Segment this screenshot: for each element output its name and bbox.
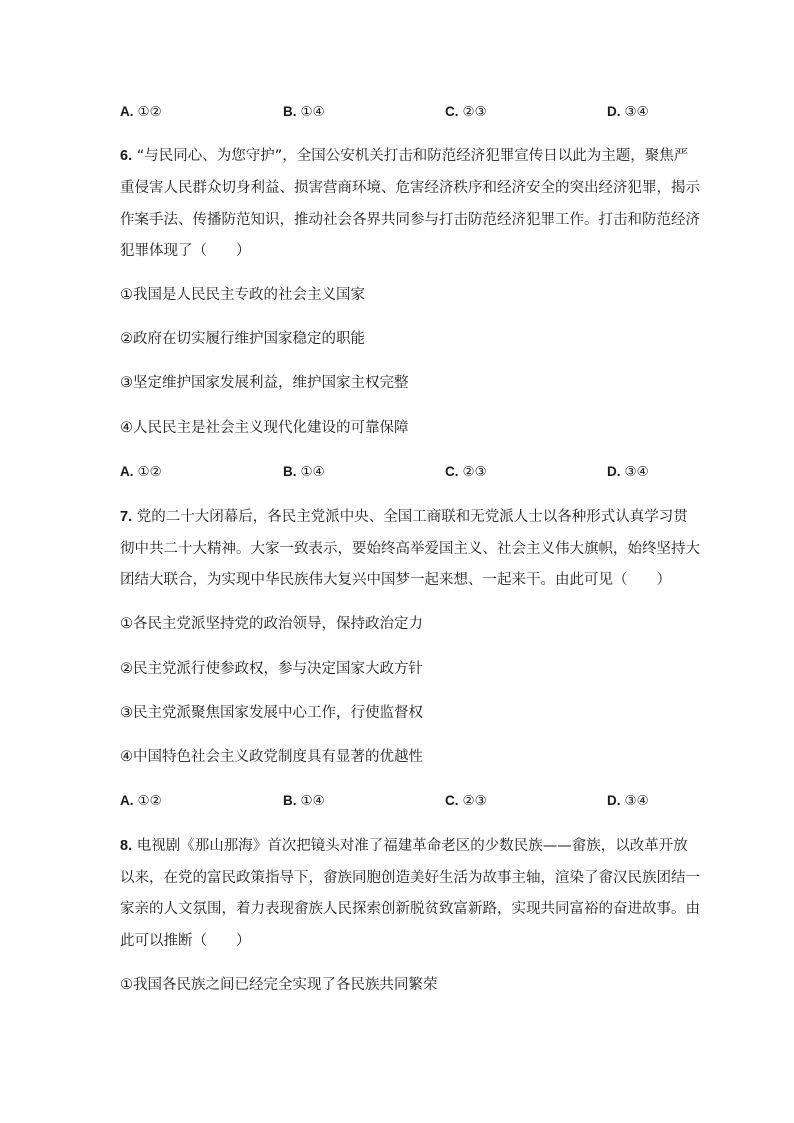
option-d[interactable] <box>607 791 649 811</box>
question-7-stem-line: 彻中共二十大精神。大家一致表示，要始终高举爱国主义、社会主义伟大旗帜，始终坚持大 <box>120 541 700 557</box>
question-8-statement: ①我国各民族之间已经完全实现了各民族共同繁荣 <box>120 977 438 993</box>
question-8-stem-line: 家亲的人文氛围，着力表现畲族人民探索创新脱贫致富新路，实现共同富裕的奋进故事。由 <box>120 901 700 917</box>
option-letter: C. <box>445 104 459 119</box>
question-6-stem-line: 重侵害人民群众切身利益、损害营商环境、危害经济秩序和经济安全的突出经济犯罪，揭示 <box>120 180 700 196</box>
option-text: ①④ <box>300 793 325 809</box>
option-text: ①② <box>137 793 162 809</box>
option-text: ①② <box>137 464 162 480</box>
question-7-statement: ②民主党派行使参政权，参与决定国家大政方针 <box>120 661 423 677</box>
option-a[interactable] <box>120 102 162 122</box>
option-letter: B. <box>283 793 297 808</box>
option-letter: C. <box>445 793 459 808</box>
option-text: ②③ <box>462 464 487 480</box>
option-text: ②③ <box>462 793 487 809</box>
option-letter: B. <box>283 104 297 119</box>
option-b[interactable] <box>283 462 325 482</box>
question-8-stem-line: 此可以推断（ ） <box>120 933 251 949</box>
question-number: 6. <box>120 148 133 164</box>
option-letter: D. <box>607 104 621 119</box>
question-text: 党的二十大闭幕后，各民主党派中央、全国工商联和无党派人士以各种形式认真学习贯 <box>136 509 688 525</box>
question-6-statement: ②政府在切实履行维护国家稳定的职能 <box>120 331 365 347</box>
question-7-stem-line: 团结大联合，为实现中华民族伟大复兴中国梦一起来想、一起来干。由此可见（ ） <box>120 572 671 588</box>
question-number: 7. <box>120 509 133 525</box>
option-letter: A. <box>120 793 134 808</box>
option-text: ①② <box>137 104 162 120</box>
option-d[interactable] <box>607 462 649 482</box>
option-letter: A. <box>120 104 134 119</box>
option-c[interactable] <box>445 462 487 482</box>
question-6-stem-line: 犯罪体现了（ ） <box>120 243 251 259</box>
option-letter: B. <box>283 464 297 479</box>
question-7-stem-line <box>120 507 688 527</box>
question-number: 8. <box>120 838 133 854</box>
option-c[interactable] <box>445 102 487 122</box>
option-b[interactable] <box>283 102 325 122</box>
option-d[interactable] <box>607 102 649 122</box>
option-letter: A. <box>120 464 134 479</box>
question-8-stem-line: 以来，在党的富民政策指导下，畲族同胞创造美好生活为故事主轴，渲染了畲汉民族团结一 <box>120 870 700 886</box>
option-a[interactable] <box>120 791 162 811</box>
question-7-statement: ④中国特色社会主义政党制度具有显著的优越性 <box>120 749 423 765</box>
question-6-statement: ③坚定维护国家发展利益，维护国家主权完整 <box>120 375 409 391</box>
question-7-statement: ③民主党派聚焦国家发展中心工作，行使监督权 <box>120 705 423 721</box>
option-letter: D. <box>607 464 621 479</box>
question-8-stem-line <box>120 836 688 856</box>
option-text: ①④ <box>300 104 325 120</box>
question-6-stem-line: 作案手法、传播防范知识，推动社会各界共同参与打击防范经济犯罪工作。打击和防范经济 <box>120 212 700 228</box>
option-b[interactable] <box>283 791 325 811</box>
option-text: ②③ <box>462 104 487 120</box>
question-text: “与民同心、为您守护”，全国公安机关打击和防范经济犯罪宣传日以此为主题，聚焦严 <box>136 148 689 164</box>
question-7-statement: ①各民主党派坚持党的政治领导，保持政治定力 <box>120 616 423 632</box>
question-6-statement: ④人民民主是社会主义现代化建设的可靠保障 <box>120 420 409 436</box>
option-letter: D. <box>607 793 621 808</box>
question-6-stem-line <box>120 146 688 166</box>
option-letter: C. <box>445 464 459 479</box>
option-text: ③④ <box>624 104 649 120</box>
question-text: 电视剧《那山那海》首次把镜头对准了福建革命老区的少数民族——畲族，以改革开放 <box>136 838 688 854</box>
option-text: ③④ <box>624 793 649 809</box>
option-text: ①④ <box>300 464 325 480</box>
option-c[interactable] <box>445 791 487 811</box>
option-text: ③④ <box>624 464 649 480</box>
question-6-statement: ①我国是人民民主专政的社会主义国家 <box>120 287 365 303</box>
option-a[interactable] <box>120 462 162 482</box>
